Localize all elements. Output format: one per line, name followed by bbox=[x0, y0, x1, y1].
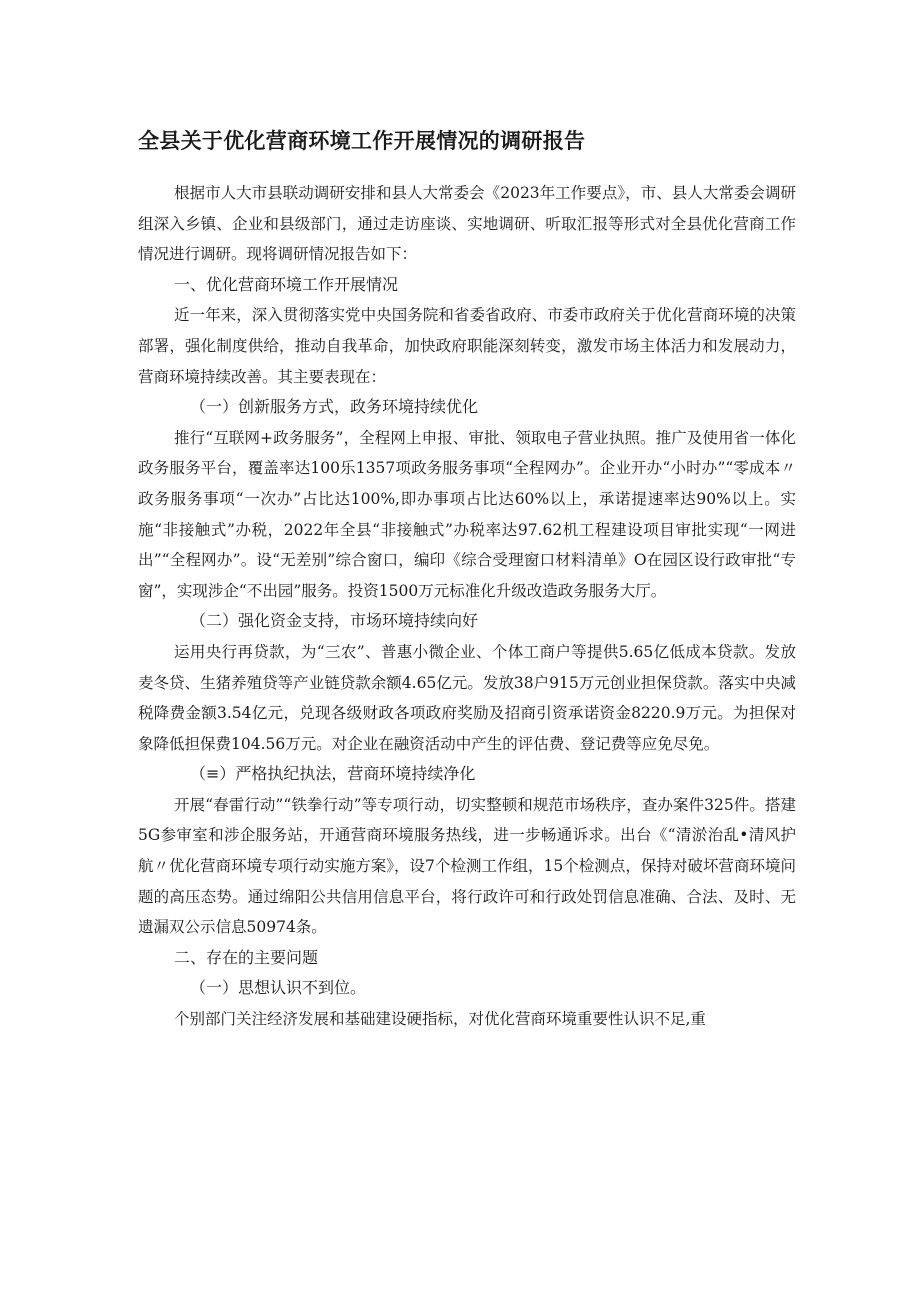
intro-paragraph: 根据市人大市县联动调研安排和县人大常委会《2023年工作要点》，市、县人大常委会调研组深入乡镇、企业和县级部门，通过走访座谈、实地调研、听取汇报等形式对全县优化营商工作情况进行调研。现将调研情况报告如下： bbox=[138, 184, 796, 264]
document-page bbox=[138, 118, 796, 1035]
section-1-intro-paragraph: 近一年来，深入贯彻落实党中央国务院和省委省政府、市委市政府关于优化营商环境的决策部署，强化制度供给，推动自我革命，加快政府职能深刻转变，激发市场主体活力和发展动力，营商环境持续改善。其主要表现在： bbox=[138, 306, 796, 386]
subsection-2-heading: （二）强化资金支持，市场环境持续向好 bbox=[190, 611, 479, 631]
section-2-heading: 二、存在的主要问题 bbox=[174, 947, 319, 967]
subsection-2-paragraph: 运用央行再贷款，为“三农”、普惠小微企业、个体工商户等提供5.65亿低成本贷款。发放麦冬贷、生猪养殖贷等产业链贷款余额4.65亿元。发放38户915万元创业担保贷款。落实中央减税降费金额3.54亿元，兑现各级财政各项政府奖励及招商引资承诺资金8220.9万元。为担保对象降低担保费104.56万元。对企业在融资活动中产生的评估费、登记费等应免尽免。 bbox=[138, 642, 796, 753]
subsection-1-heading: （一）创新服务方式，政务环境持续优化 bbox=[190, 397, 479, 417]
subsection-3-heading: （≡）严格执纪执法，营商环境持续净化 bbox=[190, 764, 476, 784]
document-title: 全县关于优化营商环境工作开展情况的调研报告 bbox=[138, 129, 586, 153]
section-1-heading: 一、优化营商环境工作开展情况 bbox=[174, 274, 399, 294]
subsection-1-paragraph: 推行“互联网+政务服务”，全程网上申报、审批、领取电子营业执照。推广及使用省一体化政务服务平台，覆盖率达100乐1357项政务服务事项“全程网办”。企业开办“小时办”“零成本〃政务服务事项“一次办”占比达100%,即办事项占比达60%以上，承诺提速率达90%以上。实施“非接触式”办税，2022年全县“非接触式”办税率达97.62机工程建设项目审批实现“一网进出”“全程网办”。设“无差别”综合窗口，编印《综合受理窗口材料清单》O在园区设行政审批“专窗”，实现涉企“不出园”服务。投资1500万元标准化升级改造政务服务大厅。 bbox=[138, 428, 796, 600]
section-2-subsection-1-heading: （一）思想认识不到位。 bbox=[190, 978, 367, 998]
section-2-subsection-1-paragraph: 个别部门关注经济发展和基础建设硬指标，对优化营商环境重要性认识不足,重 bbox=[174, 1010, 706, 1029]
subsection-3-paragraph: 开展“春雷行动”“铁拳行动”等专项行动，切实整顿和规范市场秩序，查办案件325件。搭建5G参审室和涉企服务站，开通营商环境服务热线，进一步畅通诉求。出台《“清淤治乱•清风护航〃优化营商环境专项行动实施方案》，设7个检测工作组，15个检测点，保持对破坏营商环境问题的高压态势。通过绵阳公共信用信息平台，将行政许可和行政处罚信息准确、合法、及时、无遗漏双公示信息50974条。 bbox=[138, 795, 796, 937]
